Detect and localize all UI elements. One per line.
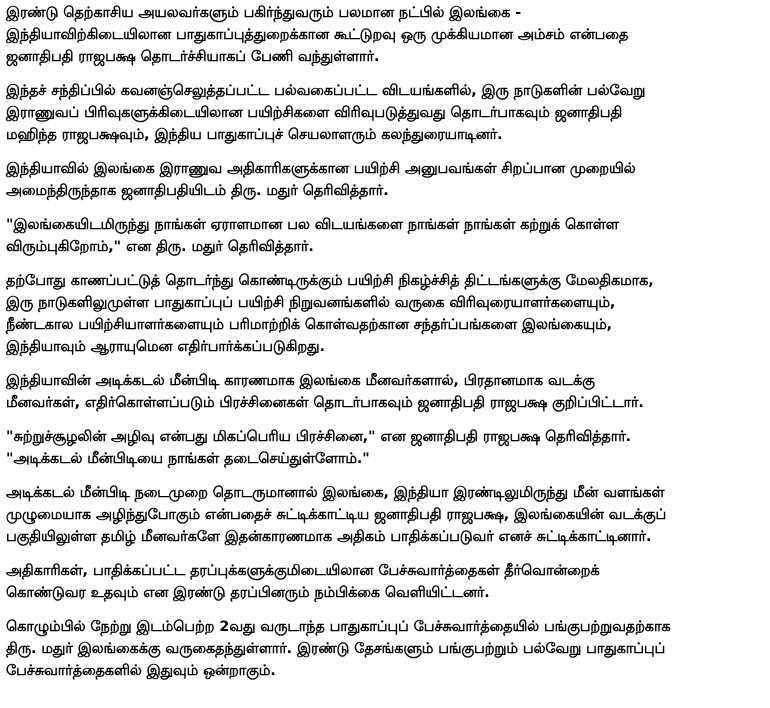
paragraph-2 <box>6 80 764 146</box>
paragraph-line: இந்தியாவின் அடிக்கடல் மீன்பிடி காரணமாக இலங்கை மீனவர்களால், பிரதானமாக வடக்கு <box>6 373 595 389</box>
paragraph-8 <box>6 482 764 548</box>
paragraph-line: பேச்சுவார்த்தைகளில் இதுவும் ஒன்றாகும். <box>6 663 276 679</box>
paragraph-line: அமைந்திருந்தாக ஜனாதிபதியிடம் திரு. மதுர் தெரிவித்தார். <box>6 183 389 199</box>
paragraph-line: திரு. மதுர் இலங்கைக்கு வருகைதந்துள்ளார். இரண்டு தேசங்களும் பங்குபற்றும் பல்வேறு பாதுகாப்புப் <box>6 641 666 657</box>
paragraph-line: இரு நாடுகளிலுமுள்ள பாதுகாப்புப் பயிற்சி நிறுவனங்களில் வருகை விரிவுரையாளர்களையும், <box>6 295 616 311</box>
paragraph-line: கொண்டுவர உதவும் என இரண்டு தரப்பினரும் நம்பிக்கை வெளியிட்டனர். <box>6 585 490 601</box>
paragraph-line: நீண்டகால பயிற்சியாளர்களையும் பரிமாற்றிக் கொள்வதற்கான சந்தர்ப்பங்களை இலங்கையும், <box>6 317 613 333</box>
paragraph-6 <box>6 370 764 414</box>
paragraph-10 <box>6 616 764 682</box>
paragraph-line: "சுற்றுச்சூழலின் அழிவு என்பது மிகப்பெரிய பிரச்சினை," என ஜனாதிபதி ராஜபக்ஷ தெரிவித்தார். <box>6 429 632 445</box>
paragraph-1 <box>6 2 764 68</box>
paragraph-line: மஹிந்த ராஜபக்ஷவும், இந்திய பாதுகாப்புச் செயலாளரும் கலந்துரையாடினர். <box>6 127 503 143</box>
paragraph-line: இரண்டு தெற்காசிய அயலவர்களும் பகிர்ந்துவரும் பலமான நட்பில் இலங்கை - <box>6 5 522 21</box>
paragraph-line: இந்தச் சந்திப்பில் கவனஞ்செலுத்தப்பட்ட பல்வகைப்பட்ட விடயங்களில், இரு நாடுகளின் பல்வேறு <box>6 83 646 99</box>
paragraph-line: "இலங்கையிடமிருந்து நாங்கள் ஏராளமான பல விடயங்களை நாங்கள் நாங்கள் கற்றுக் கொள்ள <box>6 217 619 233</box>
paragraph-line: கொழும்பில் நேற்று இடம்பெற்ற 2வது வருடாந்த பாதுகாப்புப் பேச்சுவார்த்தையில் பங்குபற்றுவதற்காக <box>6 619 671 635</box>
paragraph-line: விரும்புகிறோம்," என திரு. மதுர் தெரிவித்தார். <box>6 239 314 255</box>
paragraph-line: இந்தியாவிற்கிடையிலான பாதுகாப்புத்துறைக்கான கூட்டுறவு ஒரு முக்கியமான அம்சம் என்பதை <box>6 27 629 43</box>
paragraph-9 <box>6 560 764 604</box>
paragraph-line: "அடிக்கடல் மீன்பிடியை நாங்கள் தடைசெய்துள்ளோம்." <box>6 451 370 467</box>
paragraph-line: அதிகாரிகள், பாதிக்கப்பட்ட தரப்புக்களுக்குமிடையிலான பேச்சுவார்த்தைகள் தீர்வொன்றைக் <box>6 563 600 579</box>
paragraph-3 <box>6 158 764 202</box>
paragraph-line: அடிக்கடல் மீன்பிடி நடைமுறை தொடருமானால் இலங்கை, இந்தியா இரண்டிலுமிருந்து மீன் வளங்கள் <box>6 485 665 501</box>
paragraph-line: இராணுவப் பிரிவுகளுக்கிடையிலான பயிற்சிகளை விரிவுபடுத்துவது தொடர்பாகவும் ஜனாதிபதி <box>6 105 623 121</box>
paragraph-5 <box>6 270 764 358</box>
paragraph-line: மீனவர்கள், எதிர்கொள்ளப்படும் பிரச்சினைகள் தொடர்பாகவும் ஜனாதிபதி ராஜபக்ஷ குறிப்பிட்டார். <box>6 395 644 411</box>
paragraph-line: ஜனாதிபதி ராஜபக்ஷ தொடர்ச்சியாகப் பேணி வந்துள்ளார். <box>6 49 380 65</box>
paragraph-line: பகுதியிலுள்ள தமிழ் மீனவர்களே இதன்காரணமாக அதிகம் பாதிக்கப்படுவர் எனச் சுட்டிக்காட்டினார். <box>6 529 652 545</box>
paragraph-4 <box>6 214 764 258</box>
paragraph-line: இந்தியாவும் ஆராயுமென எதிர்பார்க்கப்படுகிறது. <box>6 339 325 355</box>
paragraph-7 <box>6 426 764 470</box>
paragraph-line: இந்தியாவில் இலங்கை இராணுவ அதிகாரிகளுக்கான பயிற்சி அனுபவங்கள் சிறப்பான முறையில் <box>6 161 636 177</box>
article-body <box>6 2 764 682</box>
paragraph-line: தற்போது காணப்பட்டுத் தொடர்ந்து கொண்டிருக்கும் பயிற்சி நிகழ்ச்சித் திட்டங்களுக்கு மேலதிகமாக, <box>6 273 654 289</box>
paragraph-line: முழுமையாக அழிந்துபோகும் என்பதைச் சுட்டிக்காட்டிய ஜனாதிபதி ராஜபக்ஷ, இலங்கையின் வடக்குப் <box>6 507 667 523</box>
